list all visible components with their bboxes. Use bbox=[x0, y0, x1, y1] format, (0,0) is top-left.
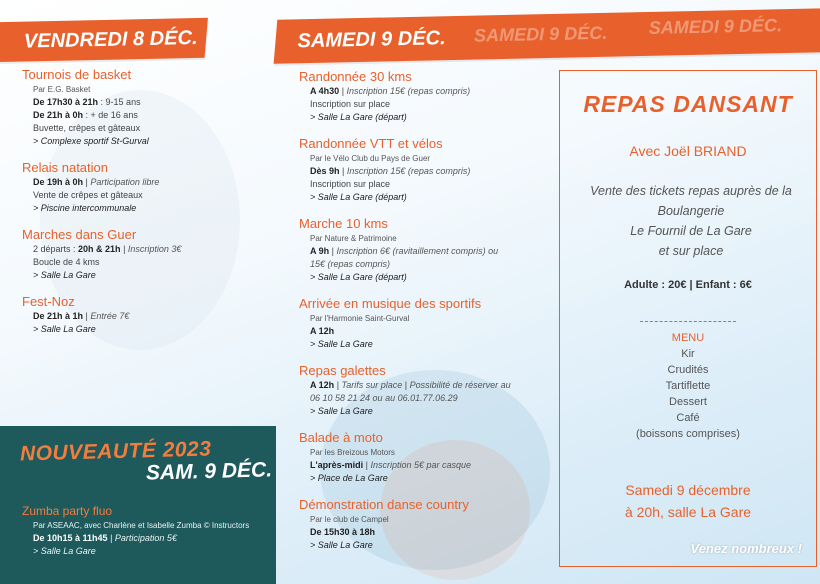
event-detail bbox=[299, 111, 549, 124]
event-detail bbox=[22, 96, 262, 109]
event-detail bbox=[299, 325, 549, 338]
event-detail bbox=[299, 513, 549, 526]
saturday-banner: SAMEDI 9 DÉC. SAMEDI 9 DÉC. SAMEDI 9 DÉC. bbox=[274, 8, 820, 63]
detail-text: Buvette, crêpes et gâteaux bbox=[33, 123, 141, 133]
event-title: Arrivée en musique des sportifs bbox=[299, 296, 482, 311]
event-detail bbox=[22, 243, 262, 256]
event-detail bbox=[22, 532, 272, 545]
detail-text: > Salle La Gare (départ) bbox=[310, 272, 407, 282]
menu-item: (boissons comprises) bbox=[636, 428, 740, 440]
event-detail bbox=[22, 109, 262, 122]
detail-text: > Salle La Gare bbox=[310, 339, 373, 349]
divider bbox=[640, 321, 736, 322]
repas-prices: Adulte : 20€ | Enfant : 6€ bbox=[624, 279, 752, 291]
detail-text: > Salle La Gare bbox=[33, 270, 96, 280]
detail-text: : 9-15 ans bbox=[98, 97, 141, 107]
detail-text: Par les Breizous Motors bbox=[310, 448, 395, 457]
menu-item: Crudités bbox=[667, 364, 709, 376]
event-detail bbox=[299, 472, 549, 485]
detail-text: | bbox=[334, 380, 342, 390]
detail-text: Inscription 15€ (repas compris) bbox=[346, 166, 471, 176]
detail-text: > Salle La Gare bbox=[310, 540, 373, 550]
detail-text: | bbox=[329, 246, 337, 256]
event-detail bbox=[299, 245, 549, 258]
detail-text: Dès 9h bbox=[310, 166, 340, 176]
call-to-action: Venez nombreux ! bbox=[690, 541, 802, 556]
event-detail bbox=[299, 539, 549, 552]
menu-item: Dessert bbox=[669, 396, 707, 408]
friday-banner: VENDREDI 8 DÉC. bbox=[0, 18, 208, 62]
event-title: Marche 10 kms bbox=[299, 216, 388, 231]
event-detail bbox=[22, 256, 262, 269]
detail-text: : + de 16 ans bbox=[83, 110, 138, 120]
event-detail bbox=[22, 310, 262, 323]
detail-text: 2 départs : bbox=[33, 244, 79, 254]
novelty-heading: NOUVEAUTÉ 2023 bbox=[19, 437, 212, 466]
friday-events bbox=[22, 67, 262, 348]
event bbox=[299, 363, 549, 418]
detail-text: | bbox=[339, 166, 347, 176]
detail-text: | bbox=[120, 244, 128, 254]
detail-text: Entrée 7€ bbox=[90, 311, 130, 321]
event-detail bbox=[299, 459, 549, 472]
event bbox=[22, 503, 272, 558]
menu-title: MENU bbox=[671, 332, 705, 344]
event-title: Randonnée 30 kms bbox=[299, 69, 412, 84]
event-title: Tournois de basket bbox=[22, 67, 132, 82]
event-title: Randonnée VTT et vélos bbox=[299, 136, 443, 151]
detail-text: A 4h30 bbox=[310, 86, 340, 96]
detail-text: | bbox=[363, 460, 371, 470]
detail-text: Participation libre bbox=[90, 177, 160, 187]
novelty-events bbox=[22, 503, 272, 570]
event-detail bbox=[22, 122, 262, 135]
detail-text: Inscription sur place bbox=[310, 99, 391, 109]
event-detail bbox=[22, 202, 262, 215]
menu bbox=[560, 330, 816, 442]
detail-text: Par le Vélo Club du Pays de Guer bbox=[310, 154, 431, 163]
detail-text: 15€ (repas compris) bbox=[310, 259, 391, 269]
event bbox=[299, 497, 549, 552]
detail-text: | bbox=[107, 533, 115, 543]
event-title: Zumba party fluo bbox=[22, 504, 113, 518]
detail-text: De 15h30 à 18h bbox=[310, 527, 376, 537]
detail-text: Par le club de Campel bbox=[310, 515, 389, 524]
detail-text: Inscription sur place bbox=[310, 179, 391, 189]
event bbox=[299, 430, 549, 485]
repas-tickets-info bbox=[574, 181, 808, 261]
event-detail bbox=[299, 191, 549, 204]
event-detail bbox=[22, 269, 262, 282]
detail-text: Inscription 5€ par casque bbox=[370, 460, 472, 470]
detail-text: | bbox=[402, 380, 410, 390]
event-detail bbox=[22, 519, 272, 532]
detail-text: De 10h15 à 11h45 bbox=[33, 533, 108, 543]
detail-text: > Salle La Gare (départ) bbox=[310, 112, 407, 122]
event-detail bbox=[22, 83, 262, 96]
event-detail bbox=[299, 526, 549, 539]
detail-text: | bbox=[83, 177, 91, 187]
saturday-banner-ghost-text: SAMEDI 9 DÉC. bbox=[648, 15, 783, 38]
detail-text: Vente de crêpes et gâteaux bbox=[33, 190, 143, 200]
event-detail bbox=[299, 338, 549, 351]
detail-text: Participation 5€ bbox=[114, 533, 177, 543]
event-detail bbox=[299, 178, 549, 191]
event-detail bbox=[22, 176, 262, 189]
repas-dansant-panel bbox=[559, 70, 817, 567]
detail-text: | bbox=[339, 86, 347, 96]
detail-text: > Salle La Gare bbox=[33, 546, 96, 556]
detail-text: Par l'Harmonie Saint-Gurval bbox=[310, 314, 410, 323]
repas-date bbox=[560, 479, 816, 523]
event-detail bbox=[299, 85, 549, 98]
event bbox=[22, 227, 262, 282]
event-detail bbox=[299, 379, 549, 392]
event bbox=[22, 67, 262, 148]
detail-text: De 21h à 0h bbox=[33, 110, 84, 120]
event-detail bbox=[299, 271, 549, 284]
detail-text: Par ASEAAC, avec Charlène et Isabelle Zumba © Instructors bbox=[33, 521, 250, 530]
event-detail bbox=[299, 232, 549, 245]
event-title: Marches dans Guer bbox=[22, 227, 137, 242]
event-detail bbox=[22, 323, 262, 336]
event-detail bbox=[22, 135, 262, 148]
detail-text: Inscription 3€ bbox=[127, 244, 182, 254]
detail-text: De 17h30 à 21h bbox=[33, 97, 99, 107]
detail-text: Par E.G. Basket bbox=[33, 85, 91, 94]
repas-artist: Avec Joël BRIAND bbox=[629, 143, 747, 159]
event-detail bbox=[299, 258, 549, 271]
event bbox=[299, 136, 549, 204]
event bbox=[299, 216, 549, 284]
event-detail bbox=[299, 446, 549, 459]
detail-text: > Salle La Gare bbox=[310, 406, 373, 416]
date-line: Samedi 9 décembre bbox=[625, 482, 751, 498]
event-detail bbox=[299, 165, 549, 178]
detail-text: > Place de La Gare bbox=[310, 473, 388, 483]
tickets-line: Boulangerie bbox=[657, 204, 725, 218]
menu-item: Kir bbox=[681, 348, 695, 360]
detail-text: A 9h bbox=[310, 246, 330, 256]
detail-text: De 19h à 0h bbox=[33, 177, 84, 187]
detail-text: Par Nature & Patrimoine bbox=[310, 234, 397, 243]
event-title: Relais natation bbox=[22, 160, 108, 175]
event-detail bbox=[299, 392, 549, 405]
event bbox=[22, 294, 262, 336]
tickets-line: Vente des tickets repas auprès de la bbox=[590, 184, 792, 198]
detail-text: 06 10 58 21 24 ou au 06.01.77.06.29 bbox=[310, 393, 458, 403]
novelty-block bbox=[0, 426, 276, 584]
menu-item: Café bbox=[676, 412, 700, 424]
event-detail bbox=[299, 312, 549, 325]
detail-text: De 21h à 1h bbox=[33, 311, 84, 321]
event-title: Balade à moto bbox=[299, 430, 383, 445]
detail-text: Possibilité de réserver au bbox=[409, 380, 511, 390]
detail-text: Tarifs sur place bbox=[341, 380, 403, 390]
saturday-events bbox=[299, 69, 549, 564]
detail-text: | bbox=[83, 311, 91, 321]
detail-text: Inscription 6€ (ravitaillement compris) ou bbox=[336, 246, 499, 256]
detail-text: > Salle La Gare (départ) bbox=[310, 192, 407, 202]
detail-text: Boucle de 4 kms bbox=[33, 257, 100, 267]
event bbox=[299, 69, 549, 124]
event-detail bbox=[299, 152, 549, 165]
detail-text: A 12h bbox=[310, 326, 335, 336]
detail-text: > Piscine intercommunale bbox=[33, 203, 137, 213]
event-detail bbox=[299, 98, 549, 111]
event-detail bbox=[22, 189, 262, 202]
detail-text: L'après-midi bbox=[310, 460, 364, 470]
detail-text: > Salle La Gare bbox=[33, 324, 96, 334]
event bbox=[299, 296, 549, 351]
detail-text: Inscription 15€ (repas compris) bbox=[346, 86, 471, 96]
event-title: Démonstration danse country bbox=[299, 497, 469, 512]
event-detail bbox=[299, 405, 549, 418]
event-title: Repas galettes bbox=[299, 363, 386, 378]
detail-text: > Complexe sportif St-Gurval bbox=[33, 136, 149, 146]
event-title: Fest-Noz bbox=[22, 294, 75, 309]
event bbox=[22, 160, 262, 215]
detail-text: 20h & 21h bbox=[78, 244, 121, 254]
menu-item: Tartiflette bbox=[665, 380, 711, 392]
saturday-banner-ghost-text: SAMEDI 9 DÉC. bbox=[473, 22, 608, 46]
novelty-subheading: SAM. 9 DÉC. bbox=[145, 458, 273, 485]
tickets-line: Le Fournil de La Gare bbox=[630, 224, 752, 238]
detail-text: A 12h bbox=[310, 380, 335, 390]
date-line: à 20h, salle La Gare bbox=[624, 504, 752, 520]
event-detail bbox=[22, 545, 272, 558]
repas-title: REPAS DANSANT bbox=[583, 91, 793, 117]
tickets-line: et sur place bbox=[658, 244, 724, 258]
